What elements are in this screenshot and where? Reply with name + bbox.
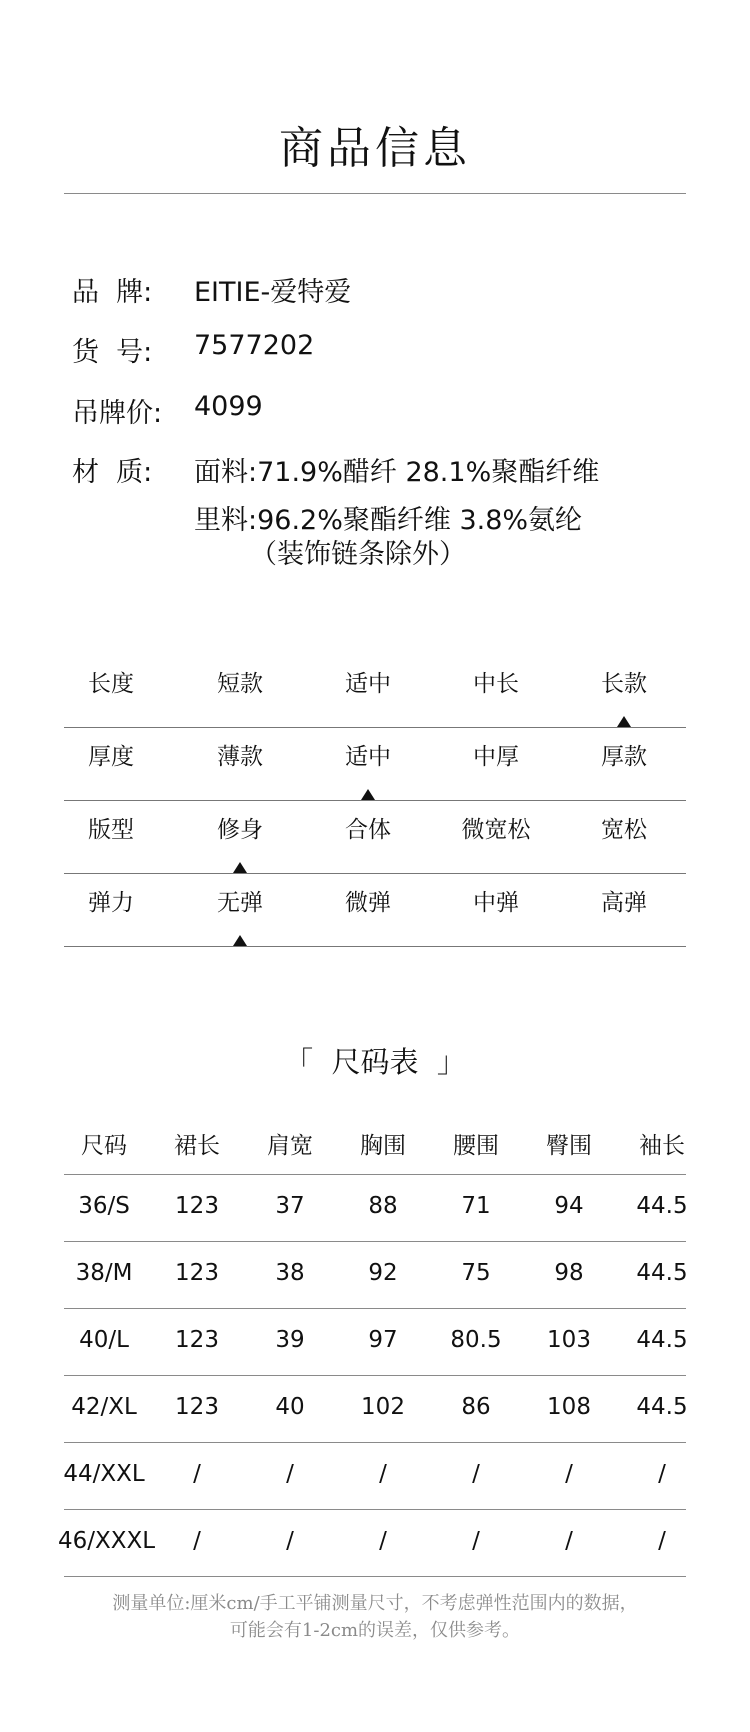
attribute-label: 厚度	[88, 744, 134, 770]
table-row	[64, 1175, 686, 1242]
attribute-option: 宽松	[601, 817, 647, 843]
attribute-option: 修身	[217, 817, 263, 843]
material-line-1: 面料:71.9%醋纤 28.1%聚酯纤维	[194, 457, 600, 488]
measurement-cell: 75	[461, 1260, 491, 1286]
attribute-option: 短款	[217, 671, 263, 697]
measurement-cell: 123	[175, 1394, 219, 1420]
measurement-cell: 123	[175, 1260, 219, 1286]
brand-label: 品 牌:	[72, 277, 153, 308]
column-header: 臀围	[546, 1133, 592, 1159]
table-row	[64, 1309, 686, 1376]
material-line-2: 里料:96.2%聚酯纤维 3.8%氨纶	[194, 505, 583, 536]
row-divider	[64, 1576, 686, 1577]
measurement-note-line-1: 测量单位:厘米cm/手工平铺测量尺寸，不考虑弹性范围内的数据，	[112, 1593, 638, 1614]
attribute-row	[64, 801, 686, 874]
attribute-option: 厚款	[601, 744, 647, 770]
attribute-option: 中弹	[473, 890, 519, 916]
measurement-cell: 71	[461, 1193, 491, 1219]
table-row	[64, 1242, 686, 1309]
measurement-cell: 44.5	[636, 1394, 688, 1420]
column-header: 袖长	[639, 1133, 685, 1159]
attribute-option: 无弹	[217, 890, 263, 916]
price-label: 吊牌价:	[72, 398, 163, 429]
measurement-cell: 123	[175, 1327, 219, 1353]
size-label: 42/XL	[71, 1394, 137, 1420]
attribute-option: 微宽松	[461, 817, 531, 843]
measurement-cell: /	[658, 1528, 666, 1554]
measurement-cell: 102	[361, 1394, 405, 1420]
column-header: 腰围	[453, 1133, 499, 1159]
attribute-option: 薄款	[217, 744, 263, 770]
attribute-option: 高弹	[601, 890, 647, 916]
size-label: 36/S	[78, 1193, 130, 1219]
measurement-cell: 123	[175, 1193, 219, 1219]
measurement-cell: /	[379, 1461, 387, 1487]
attribute-option: 中长	[473, 671, 519, 697]
table-row	[64, 1443, 686, 1510]
measurement-cell: /	[193, 1528, 201, 1554]
measurement-cell: 40	[275, 1394, 305, 1420]
measurement-cell: /	[565, 1461, 573, 1487]
measurement-cell: /	[193, 1461, 201, 1487]
measurement-cell: 44.5	[636, 1193, 688, 1219]
selected-indicator-icon	[233, 935, 247, 946]
size-label: 44/XXL	[63, 1461, 145, 1487]
attribute-label: 版型	[88, 817, 134, 843]
column-header: 肩宽	[267, 1133, 313, 1159]
measurement-cell: /	[472, 1528, 480, 1554]
attribute-row	[64, 655, 686, 728]
measurement-cell: 94	[554, 1193, 584, 1219]
measurement-cell: 38	[275, 1260, 305, 1286]
sku-label: 货 号:	[72, 337, 153, 368]
measurement-cell: 88	[368, 1193, 398, 1219]
measurement-cell: /	[379, 1528, 387, 1554]
material-line-3: （装饰链条除外）	[250, 539, 466, 570]
measurement-cell: 44.5	[636, 1260, 688, 1286]
measurement-cell: 86	[461, 1394, 491, 1420]
attribute-row	[64, 874, 686, 947]
measurement-note-line-2: 可能会有1-2cm的误差，仅供参考。	[229, 1620, 521, 1641]
size-chart-heading: 「 尺码表 」	[284, 1045, 466, 1079]
measurement-cell: 44.5	[636, 1327, 688, 1353]
measurement-note	[0, 1590, 750, 1644]
measurement-cell: 39	[275, 1327, 305, 1353]
measurement-cell: 37	[275, 1193, 305, 1219]
size-label: 46/XXXL	[58, 1528, 156, 1554]
table-row	[58, 1510, 686, 1577]
sku-value: 7577202	[194, 330, 315, 361]
selected-indicator-icon	[361, 789, 375, 800]
attribute-label: 长度	[88, 671, 134, 697]
attribute-option: 适中	[345, 744, 391, 770]
column-header: 尺码	[81, 1133, 127, 1159]
attribute-option: 长款	[601, 671, 647, 697]
measurement-cell: /	[472, 1461, 480, 1487]
size-table-header	[64, 1117, 686, 1175]
measurement-cell: /	[286, 1461, 294, 1487]
page-title: 商品信息	[279, 123, 471, 174]
measurement-cell: 108	[547, 1394, 591, 1420]
size-label: 38/M	[75, 1260, 133, 1286]
measurement-cell: 92	[368, 1260, 398, 1286]
selected-indicator-icon	[617, 716, 631, 727]
attribute-option: 中厚	[473, 744, 519, 770]
column-header: 裙长	[174, 1133, 220, 1159]
measurement-cell: /	[658, 1461, 666, 1487]
size-label: 40/L	[79, 1327, 129, 1353]
measurement-cell: /	[565, 1528, 573, 1554]
measurement-cell: 80.5	[450, 1327, 502, 1353]
attribute-label: 弹力	[88, 890, 134, 916]
attribute-row	[64, 728, 686, 801]
price-value: 4099	[194, 391, 263, 422]
row-divider	[64, 946, 686, 947]
selected-indicator-icon	[233, 862, 247, 873]
measurement-cell: /	[286, 1528, 294, 1554]
table-row	[64, 1376, 686, 1443]
measurement-cell: 98	[554, 1260, 584, 1286]
attribute-option: 微弹	[345, 890, 391, 916]
material-label: 材 质:	[72, 457, 153, 488]
column-header: 胸围	[360, 1133, 406, 1159]
attribute-option: 适中	[345, 671, 391, 697]
measurement-cell: 97	[368, 1327, 398, 1353]
measurement-cell: 103	[547, 1327, 591, 1353]
brand-value: EITIE-爱特爱	[194, 277, 352, 308]
attribute-option: 合体	[345, 817, 391, 843]
title-divider	[64, 193, 686, 194]
